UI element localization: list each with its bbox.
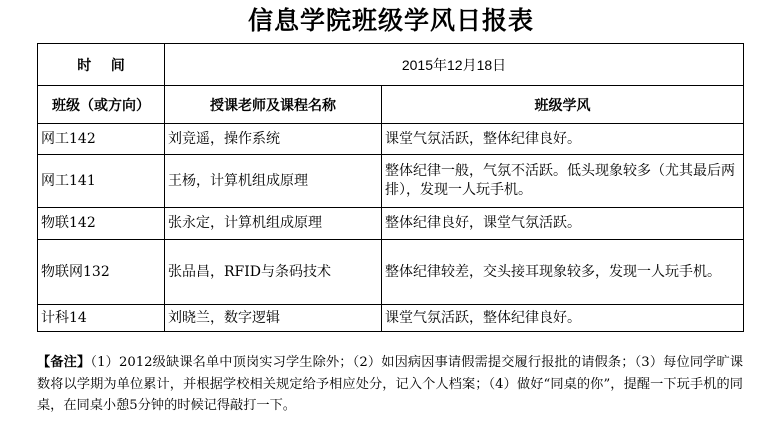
header-row [38, 86, 744, 124]
teacher-course-cell: 刘竞遥，操作系统 [165, 124, 382, 155]
style-cell: 课堂气氛活跃，整体纪律良好。 [382, 124, 744, 155]
report-table [37, 43, 744, 332]
table-row [38, 208, 744, 240]
remarks-note [37, 352, 743, 417]
table-row [38, 124, 744, 155]
style-cell: 课堂气氛活跃，整体纪律良好。 [382, 305, 744, 332]
report-date: 2015年12月18日 [165, 44, 744, 86]
table-row [38, 305, 744, 332]
class-cell: 物联142 [38, 208, 165, 240]
class-cell: 物联网132 [38, 240, 165, 305]
table-row [38, 155, 744, 208]
teacher-course-cell: 刘晓兰，数字逻辑 [165, 305, 382, 332]
remarks-label: 【备注】 [37, 355, 91, 370]
teacher-course-cell: 张永定，计算机组成原理 [165, 208, 382, 240]
style-cell: 整体纪律良好，课堂气氛活跃。 [382, 208, 744, 240]
style-cell: 整体纪律一般，气氛不活跃。低头现象较多（尤其最后两排），发现一人玩手机。 [382, 155, 744, 208]
class-cell: 网工142 [38, 124, 165, 155]
class-cell: 网工141 [38, 155, 165, 208]
teacher-course-cell: 王杨，计算机组成原理 [165, 155, 382, 208]
header-style: 班级学风 [382, 86, 744, 124]
header-class: 班级（或方向） [38, 86, 165, 124]
report-title: 信息学院班级学风日报表 [247, 6, 534, 35]
style-cell: 整体纪律较差，交头接耳现象较多，发现一人玩手机。 [382, 240, 744, 305]
table-row [38, 240, 744, 305]
class-cell: 计科14 [38, 305, 165, 332]
header-teacher-course: 授课老师及课程名称 [165, 86, 382, 124]
time-row [38, 44, 744, 86]
time-label: 时 间 [38, 44, 165, 86]
remarks-text: （1）2012级缺课名单中顶岗实习学生除外；（2）如因病因事请假需提交履行报批的请假条；（3）每位同学旷课数将以学期为单位累计，并根据学校相关规定给予相应处分，记入个人档案；（4）做好“同桌的你”，提醒一下玩手机的同桌，在同桌小憩5分钟的时候记得敲打一下。 [37, 355, 744, 413]
teacher-course-cell: 张品昌，RFID与条码技术 [165, 240, 382, 305]
